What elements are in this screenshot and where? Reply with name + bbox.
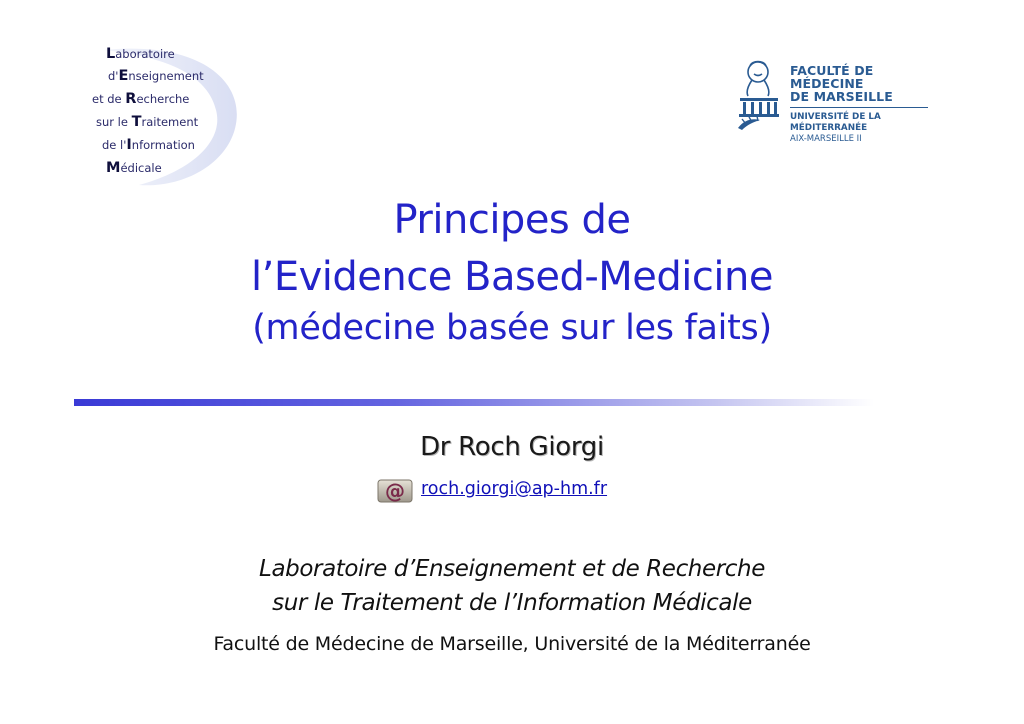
faculty-logo [734, 56, 934, 144]
title-line-1: Principes de [393, 197, 631, 243]
email-link[interactable]: roch.giorgi@ap-hm.fr [421, 479, 608, 499]
university-name: UNIVERSITÉ DE LA MÉDITERRANÉE [790, 112, 881, 133]
author-name: Dr Roch Giorgi [420, 432, 604, 462]
lertim-logo [84, 40, 264, 190]
lertim-line-5: de l'Information [102, 137, 195, 153]
faculty-logo-text [790, 64, 934, 145]
university-subname: AIX-MARSEILLE II [790, 134, 862, 144]
lab-name-line-1: Laboratoire d’Enseignement et de Recherche [259, 556, 765, 582]
hippocrates-emblem-icon [734, 56, 786, 132]
svg-text:@: @ [385, 479, 405, 503]
faculty-name-line2: DE MARSEILLE [790, 89, 893, 104]
lertim-line-3: et de Recherche [92, 91, 190, 107]
at-sign-icon [377, 478, 413, 504]
faculty-logo-divider [790, 107, 928, 108]
faculty-name-line1: FACULTÉ DE MÉDECINE [790, 63, 874, 91]
gradient-divider [74, 399, 874, 406]
lertim-line-2: d'Enseignement [108, 68, 204, 84]
title-line-2: l’Evidence Based-Medicine [251, 254, 773, 300]
lertim-line-4: sur le Traitement [96, 114, 199, 130]
lertim-line-6: Médicale [106, 160, 162, 176]
lab-name-line-2: sur le Traitement de l’Information Médicale [272, 590, 752, 616]
faculty-university-line: Faculté de Médecine de Marseille, Université de la Méditerranée [213, 633, 811, 655]
subtitle: (médecine basée sur les faits) [252, 308, 772, 348]
lertim-line-1: Laboratoire [106, 46, 175, 62]
